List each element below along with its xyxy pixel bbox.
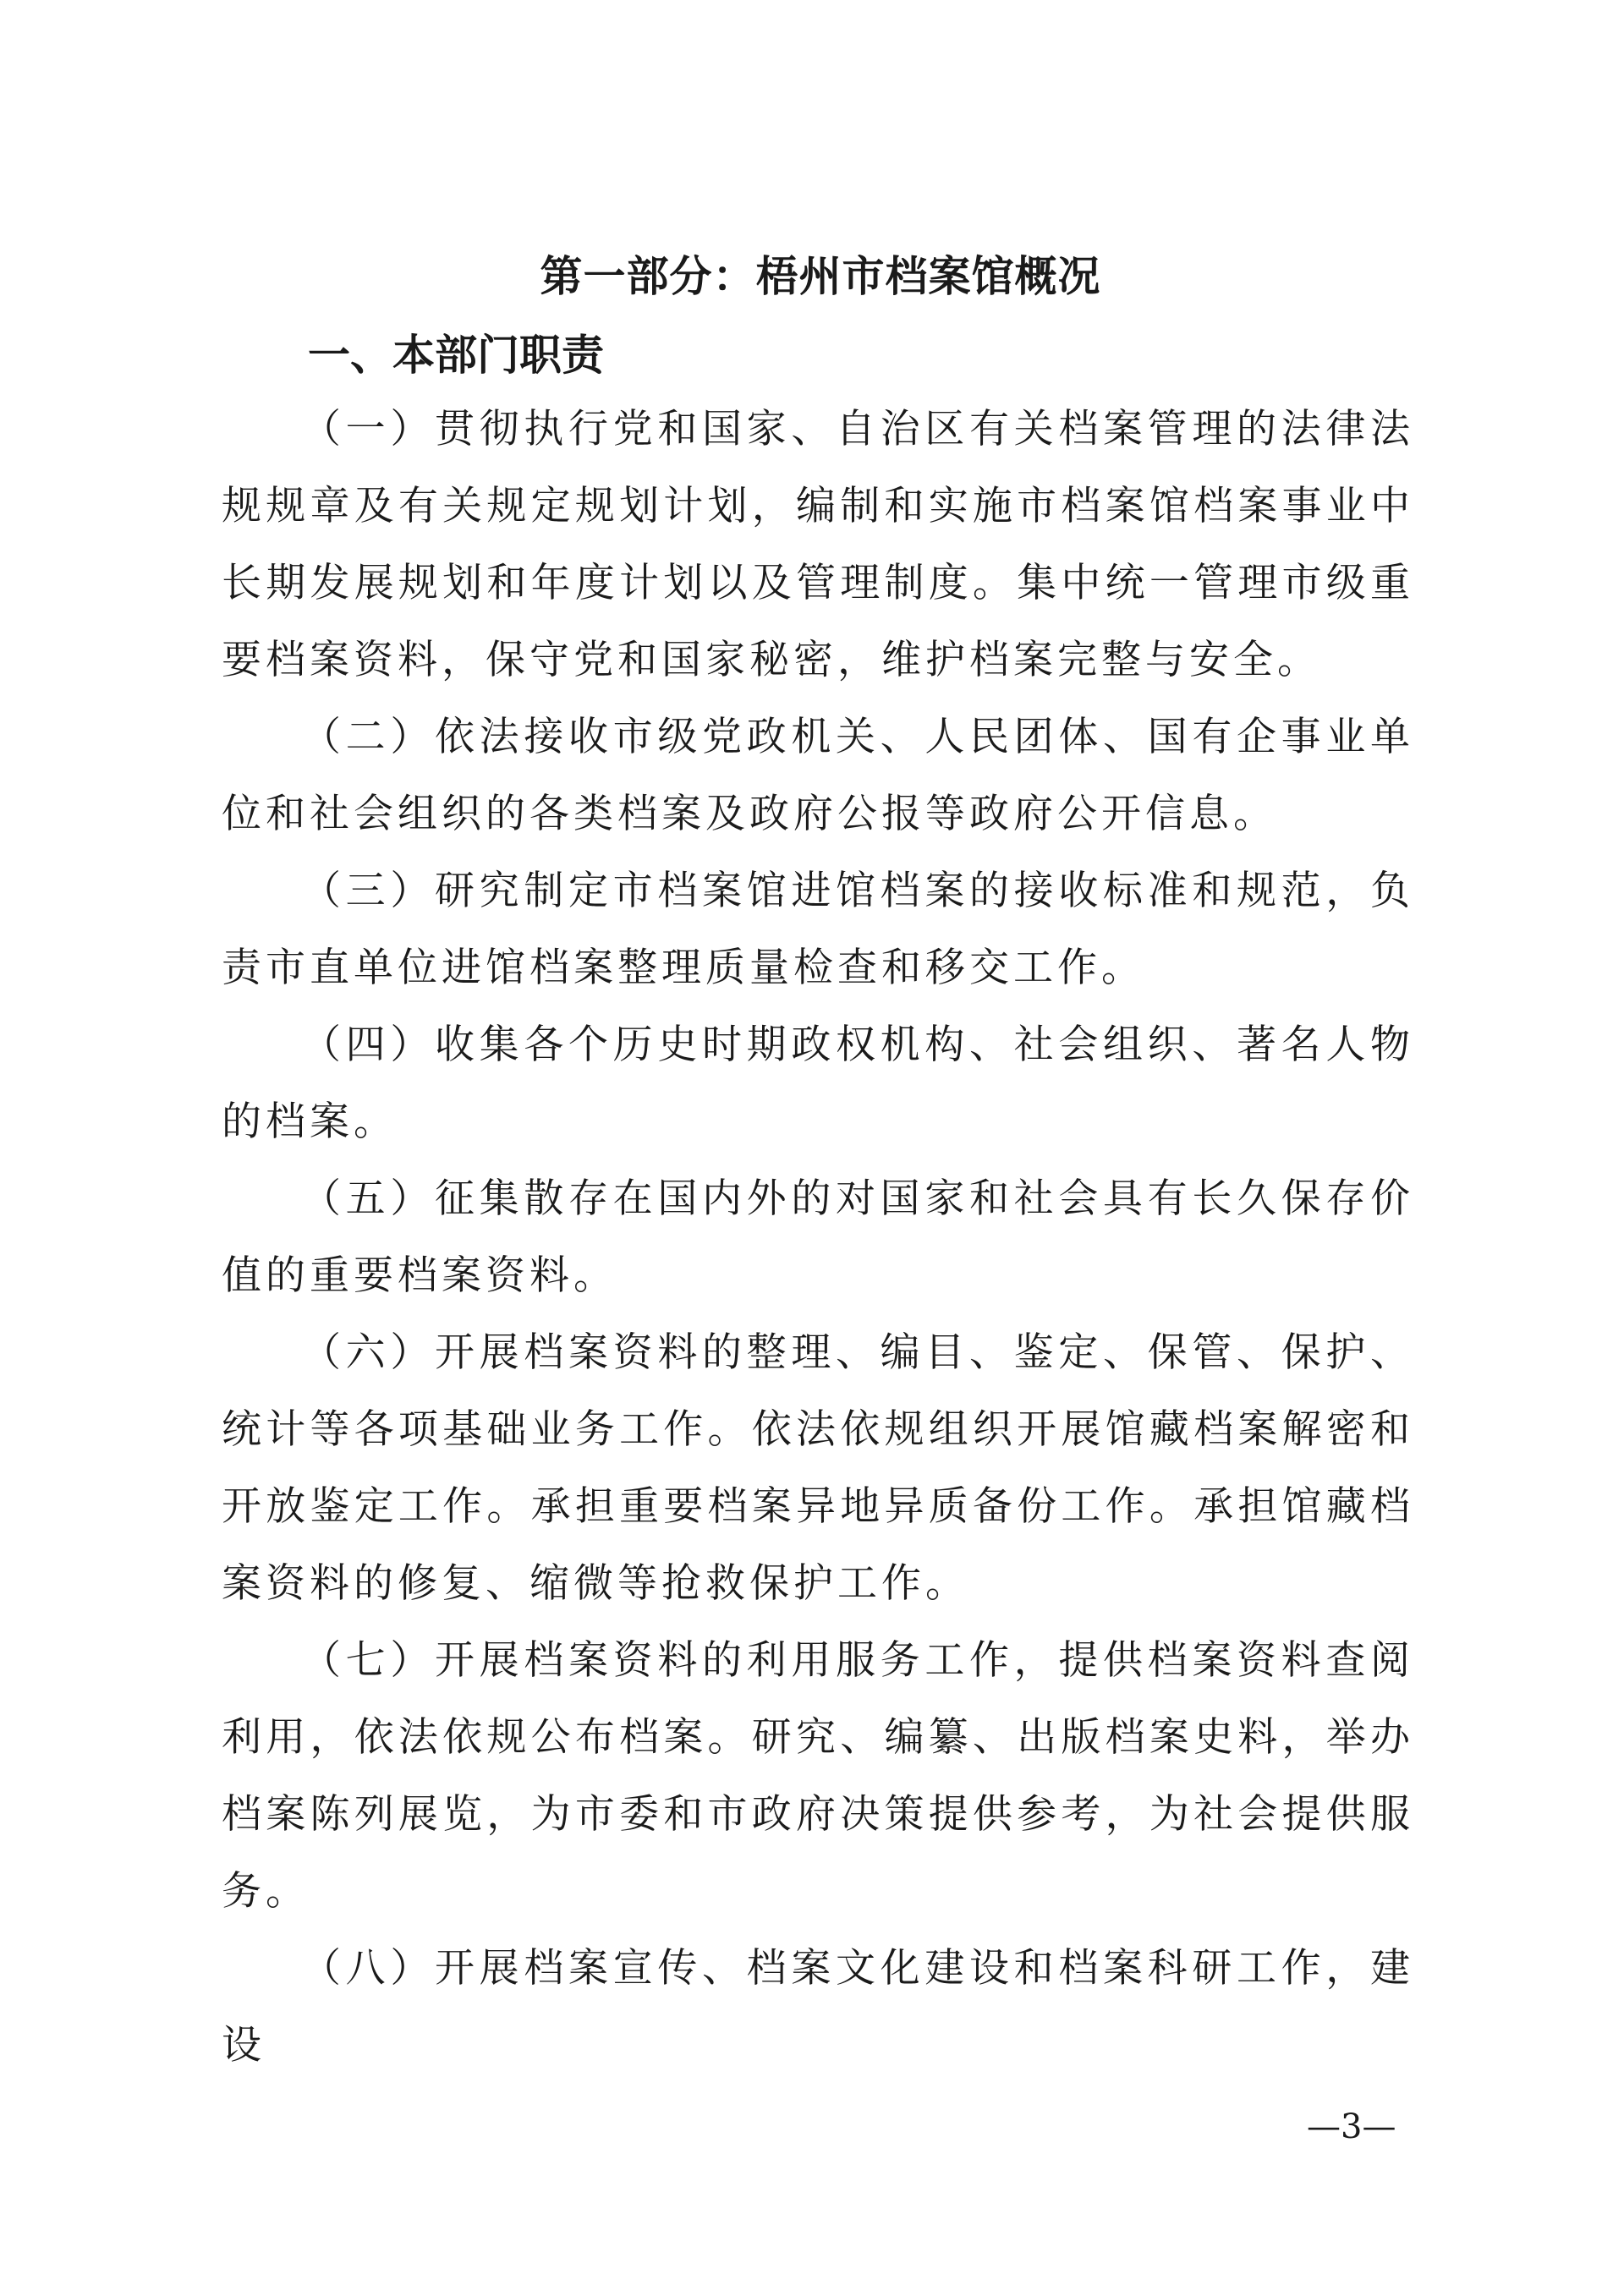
part-title: 第一部分：梧州市档案馆概况 xyxy=(540,252,1101,301)
paragraph-duty-8: （八）开展档案宣传、档案文化建设和档案科研工作，建设 xyxy=(222,1945,1414,2069)
section-heading: 一、本部门职责 xyxy=(308,331,604,380)
paragraph-duty-7: （七）开展档案资料的利用服务工作，提供档案资料查阅利用，依法依规公布档案。研究、编纂、出版档案史料，举办档案陈列展览，为市委和市政府决策提供参考，为社会提供服务。 xyxy=(222,1637,1414,1915)
paragraph-duty-4: （四）收集各个历史时期政权机构、社会组织、著名人物的档案。 xyxy=(222,1022,1414,1145)
paragraph-duty-5: （五）征集散存在国内外的对国家和社会具有长久保存价值的重要档案资料。 xyxy=(222,1175,1414,1299)
paragraph-duty-6: （六）开展档案资料的整理、编目、鉴定、保管、保护、统计等各项基础业务工作。依法依规组织开展馆藏档案解密和开放鉴定工作。承担重要档案异地异质备份工作。承担馆藏档案资料的修复、缩微等抢救保护工作。 xyxy=(222,1329,1414,1607)
paragraph-duty-3: （三）研究制定市档案馆进馆档案的接收标准和规范，负责市直单位进馆档案整理质量检查和移交工作。 xyxy=(222,868,1414,991)
paragraph-duty-1: （一）贯彻执行党和国家、自治区有关档案管理的法律法规规章及有关规定规划计划，编制和实施市档案馆档案事业中长期发展规划和年度计划以及管理制度。集中统一管理市级重要档案资料，保守党和国家秘密，维护档案完整与安全。 xyxy=(222,406,1414,683)
page-number: —3— xyxy=(1307,2107,1396,2146)
paragraph-duty-2: （二）依法接收市级党政机关、人民团体、国有企事业单位和社会组织的各类档案及政府公报等政府公开信息。 xyxy=(222,714,1414,837)
body-text xyxy=(222,391,1414,2084)
